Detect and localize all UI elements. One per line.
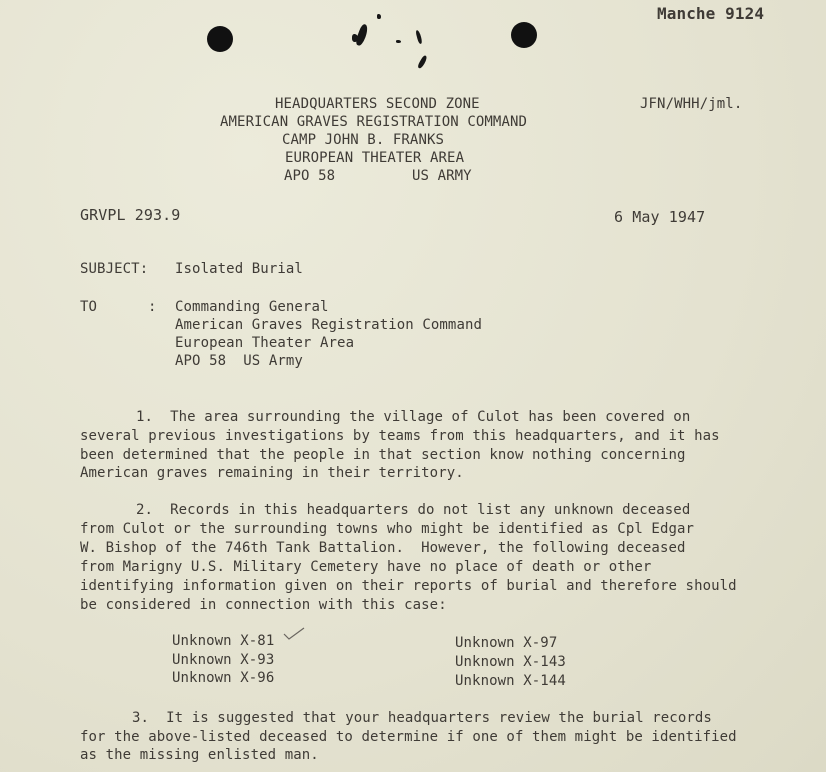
paragraph-line: been determined that the people in that section know nothing concerning — [80, 447, 686, 463]
subject-text: Isolated Burial — [175, 261, 303, 277]
addressee-line: American Graves Registration Command — [175, 317, 483, 333]
punch-hole-left — [207, 26, 233, 52]
paragraph-line: W. Bishop of the 746th Tank Battalion. However, the following deceased — [80, 540, 686, 556]
paragraph-line: from Culot or the surrounding towns who might be identified as Cpl Edgar — [80, 521, 695, 537]
paragraph-line: several previous investigations by teams from this headquarters, and it has — [80, 428, 720, 444]
paragraph-line: from Marigny U.S. Military Cemetery have no place of death or other — [80, 559, 652, 575]
list-item: Unknown X-143 — [455, 654, 566, 670]
addressee-line: Commanding General — [175, 299, 329, 315]
paragraph-line: for the above-listed deceased to determine if one of them might be identified — [80, 729, 737, 745]
to-label: TO — [80, 299, 98, 315]
paragraph-line: American graves remaining in their territory. — [80, 465, 464, 481]
header-apo: APO 58 — [284, 168, 336, 184]
paragraph-line: be considered in connection with this case: — [80, 597, 447, 613]
header-line-4: EUROPEAN THEATER AREA — [285, 150, 465, 166]
paragraph-line: identifying information given on their reports of burial and therefore should — [80, 578, 737, 594]
list-item: Unknown X-97 — [455, 635, 558, 651]
to-colon: : — [148, 299, 157, 315]
paragraph-line: 3. It is suggested that your headquarters review the burial records — [132, 710, 712, 726]
pencil-check-mark — [282, 626, 306, 642]
header-army: US ARMY — [412, 168, 472, 184]
punch-hole-right — [511, 22, 537, 48]
reference-initials: JFN/WHH/jml. — [640, 96, 743, 112]
file-number: GRVPL 293.9 — [80, 206, 181, 224]
paragraph-line: 2. Records in this headquarters do not list any unknown deceased — [136, 502, 691, 518]
archive-reference: Manche 9124 — [657, 4, 765, 23]
paragraph-line: as the missing enlisted man. — [80, 747, 319, 763]
header-line-2: AMERICAN GRAVES REGISTRATION COMMAND — [220, 114, 528, 130]
header-line-1: HEADQUARTERS SECOND ZONE — [275, 96, 480, 112]
list-item: Unknown X-81 — [172, 633, 275, 649]
list-item: Unknown X-96 — [172, 670, 275, 686]
subject-label: SUBJECT: — [80, 261, 149, 277]
addressee-line: European Theater Area — [175, 335, 355, 351]
paragraph-line: 1. The area surrounding the village of Culot has been covered on — [136, 409, 691, 425]
addressee-line: APO 58 US Army — [175, 353, 303, 369]
list-item: Unknown X-144 — [455, 673, 566, 689]
list-item: Unknown X-93 — [172, 652, 275, 668]
header-line-3: CAMP JOHN B. FRANKS — [282, 132, 445, 148]
letter-date: 6 May 1947 — [614, 208, 706, 226]
